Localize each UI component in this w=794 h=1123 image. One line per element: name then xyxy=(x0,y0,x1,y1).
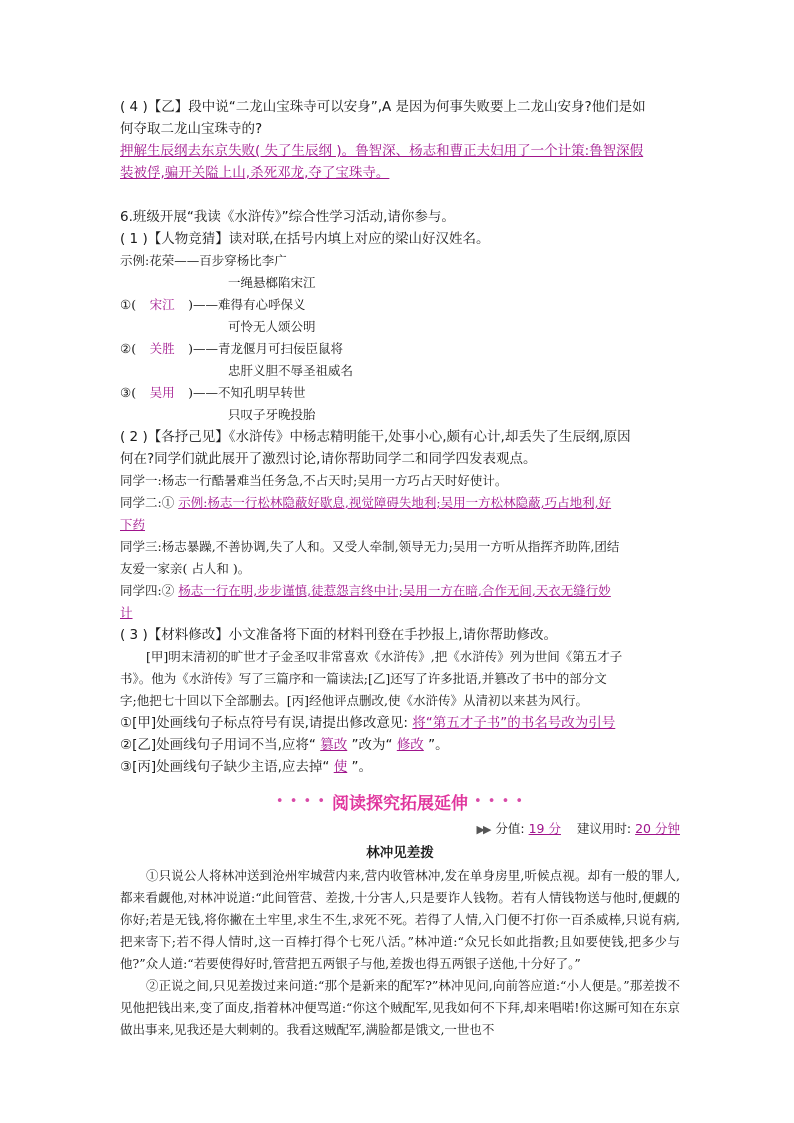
q6-example-line2: 一绳悬榔陷宋江 xyxy=(228,275,316,290)
couplet-2-open: ②( xyxy=(120,341,137,356)
material-line1: [甲]明末清初的旷世才子金圣叹非常喜欢《水浒传》,把《水浒传》列为世间《第五才子 xyxy=(146,649,623,664)
story-title: 林冲见差拨 xyxy=(366,845,434,861)
student-2-label: 同学二:① xyxy=(120,495,175,510)
section-banner xyxy=(120,786,680,816)
banner-dots-right-icon: • • • • xyxy=(474,793,525,809)
couplet-3-line1: )——不知孔明早转世 xyxy=(188,385,306,400)
couplet-3-answer: 吴用 xyxy=(149,385,175,400)
revision-3-end: ”。 xyxy=(351,759,373,775)
student-4-view xyxy=(120,580,680,602)
revision-2-prompt: ②[乙]处画线句子用词不当,应将“ xyxy=(120,737,316,753)
couplet-2 xyxy=(120,338,680,360)
score-time-row xyxy=(120,818,680,841)
revision-1-prompt: ①[甲]处画线句子标点符号有误,请提出修改意见: xyxy=(120,715,408,731)
score-value: 19 分 xyxy=(528,821,561,836)
couplet-3-line2: 只叹子牙晚投胎 xyxy=(228,407,316,422)
couplet-1 xyxy=(120,294,680,316)
revision-1 xyxy=(120,712,680,734)
material-line2: 书》。他为《水浒传》写了三篇序和一篇读法;[乙]还写了许多批语,并篡改了书中的部分文 xyxy=(120,671,607,686)
couplet-1-answer: 宋江 xyxy=(149,297,175,312)
revision-3-answer: 使 xyxy=(333,759,348,775)
student-4-view-line2 xyxy=(120,602,680,624)
couplet-2-answer: 关胜 xyxy=(149,341,175,356)
couplet-1-open: ①( xyxy=(120,297,137,312)
student-3-view-line1: 同学三:杨志暴躁,不善协调,失了人和。又受人牵制,领导无力;吴用一方听从指挥齐助阵,团结 xyxy=(120,539,620,554)
couplet-3-open: ③( xyxy=(120,385,137,400)
revision-2-mid: ”改为“ xyxy=(351,737,393,753)
student-2-answer-line2: 下药 xyxy=(120,517,146,532)
revision-1-answer: 将“第五才子书”的书名号改为引号 xyxy=(412,715,616,731)
couplet-2-line2: 忠肝义胆不辱圣祖威名 xyxy=(228,363,354,378)
couplet-3 xyxy=(120,382,680,404)
revision-2 xyxy=(120,734,680,756)
time-label: 建议用时: xyxy=(576,821,632,836)
q6-title: 6.班级开展“我读《水浒传》”综合性学习活动,请你参与。 xyxy=(120,209,455,225)
q6-sub3-prompt: ( 3 )【材料修改】小文准备将下面的材料刊登在手抄报上,请你帮助修改。 xyxy=(120,627,557,643)
student-3-view-line2: 友爱一家亲( 占人和 )。 xyxy=(120,561,251,576)
time-value: 20 分钟 xyxy=(635,821,680,836)
revision-3-prompt: ③[丙]处画线句子缺少主语,应去掉“ xyxy=(120,759,330,775)
student-2-view xyxy=(120,492,680,514)
story-paragraph-1: ①只说公人将林冲送到沧州牢城营内来,营内收管林冲,发在单身房里,听候点视。却有一般的罪人,都来看觑他,对林冲说道:“此间管营、差拨,十分害人,只是要诈人钱物。若有人情钱物送与他时,便觑的你好;若是无钱,将你撇在土牢里,求生不生,求死不死。若得了人情,入门便不打你一百杀威棒,只说有病,把来寄下;若不得人情时,这一百棒打得个七死八活。”林冲道:“众兄长如此指教;且如要使钱,把多少与他?”众人道:“若要使得好时,管营把五两银子与他,差拨也得五两银子送他,十分好了。” xyxy=(120,868,680,971)
q6-sub2-line1: ( 2 )【各抒己见】《水浒传》中杨志精明能干,处事小心,颇有心计,却丢失了生辰纲,原因 xyxy=(120,429,631,445)
revision-2-answer-to: 修改 xyxy=(396,737,424,753)
q6-example: 示例:花荣——百步穿杨比李广 xyxy=(120,253,287,268)
worksheet-page xyxy=(120,96,680,1041)
q6-sub2-line2: 何在?同学们就此展开了激烈讨论,请你帮助同学二和同学四发表观点。 xyxy=(120,451,537,467)
student-2-answer-line1: 示例:杨志一行松林隐蔽好歇息,视觉障碍失地利;吴用一方松林隐蔽,巧占地利,好 xyxy=(178,495,612,510)
q4-answer-line2: 装被俘,骗开关隘上山,杀死邓龙,夺了宝珠寺。 xyxy=(120,165,390,181)
q4-question-line1: ( 4 )【乙】段中说“二龙山宝珠寺可以安身”,A 是因为何事失败要上二龙山安身?他们是如 xyxy=(120,99,646,115)
student-1-view: 同学一:杨志一行酷暑难当任务急,不占天时;吴用一方巧占天时好使计。 xyxy=(120,473,508,488)
q4-question-line2: 何夺取二龙山宝珠寺的? xyxy=(120,121,263,137)
revision-3 xyxy=(120,756,680,778)
banner-dots-left-icon: • • • • xyxy=(275,793,326,809)
material-line3: 字;他把七十回以下全部删去。[丙]经他评点删改,使《水浒传》从清初以来甚为风行。 xyxy=(120,693,588,708)
section-title: 阅读探究拓展延伸 xyxy=(332,793,468,814)
story-paragraph-2: ②正说之间,只见差拨过来问道:“那个是新来的配军?”林冲见问,向前答应道:“小人便是。”那差拨不见他把钱出来,变了面皮,指着林冲便骂道:“你这个贼配军,见我如何不下拜,却来唱喏!你这厮可知在东京做出事来,见我还是大刺刺的。我看这贼配军,满脸都是饿文,一世也不 xyxy=(120,978,680,1037)
student-2-view-line2 xyxy=(120,514,680,536)
student-4-answer-line1: 杨志一行在明,步步谨慎,徒惹怨言终中计;吴用一方在暗,合作无间,天衣无缝行妙 xyxy=(178,583,611,598)
double-arrow-icon: ▶▶ xyxy=(476,823,490,836)
couplet-1-line2: 可怜无人颂公明 xyxy=(228,319,316,334)
student-4-answer-line2: 计 xyxy=(120,605,133,620)
revision-2-end: ”。 xyxy=(428,737,449,753)
student-4-label: 同学四:② xyxy=(120,583,175,598)
couplet-2-line1: )——青龙偃月可扫佞臣鼠将 xyxy=(188,341,343,356)
q4-answer-line1: 押解生辰纲去东京失败( 失了生辰纲 )。鲁智深、杨志和曹正夫妇用了一个计策:鲁智深假 xyxy=(120,143,644,159)
revision-2-answer-from: 篡改 xyxy=(320,737,348,753)
score-label: 分值: xyxy=(495,821,525,836)
couplet-1-line1: )——难得有心呼保义 xyxy=(188,297,306,312)
q6-sub1-prompt: ( 1 )【人物竞猜】读对联,在括号内填上对应的梁山好汉姓名。 xyxy=(120,231,490,247)
